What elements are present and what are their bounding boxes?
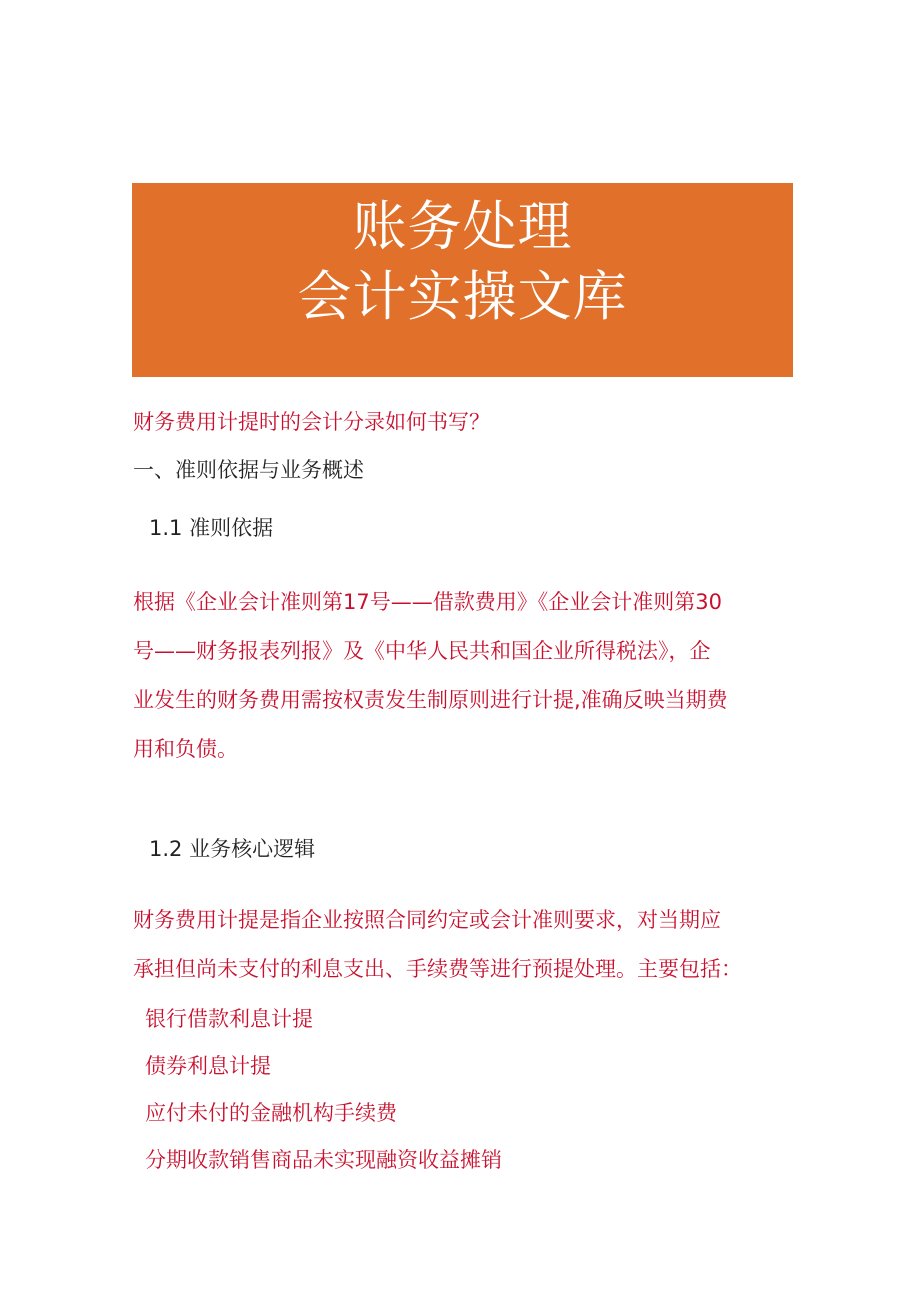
- logic-paragraph: [133, 896, 793, 994]
- list-item: 债券利息计提: [145, 1054, 271, 1078]
- banner-subtitle: 会计实操文库: [297, 265, 628, 328]
- paragraph-line: 承担但尚未支付的利息支出、手续费等进行预提处理。主要包括：: [133, 957, 742, 981]
- section-heading: 一、准则依据与业务概述: [133, 458, 364, 482]
- paragraph-line: 根据《企业会计准则第17号——借款费用》《企业会计准则第30: [133, 590, 722, 614]
- subsection-heading-basis: 1.1 准则依据: [149, 516, 274, 540]
- item-list: [145, 996, 502, 1184]
- list-item: 银行借款利息计提: [145, 1007, 313, 1031]
- title-banner: [132, 183, 793, 377]
- question-title: 财务费用计提时的会计分录如何书写？: [133, 410, 490, 434]
- basis-paragraph: [133, 578, 793, 774]
- paragraph-line: 号——财务报表列报》及《中华人民共和国企业所得税法》，企: [133, 639, 711, 663]
- list-item: 应付未付的金融机构手续费: [145, 1101, 397, 1125]
- banner-title: 账务处理: [352, 195, 573, 258]
- paragraph-line: 业发生的财务费用需按权责发生制原则进行计提,准确反映当期费: [133, 688, 728, 712]
- list-item: 分期收款销售商品未实现融资收益摊销: [145, 1148, 502, 1172]
- paragraph-line: 财务费用计提是指企业按照合同约定或会计准则要求，对当期应: [133, 908, 721, 932]
- subsection-heading-logic: 1.2 业务核心逻辑: [149, 837, 316, 861]
- paragraph-line: 用和负债。: [133, 737, 238, 761]
